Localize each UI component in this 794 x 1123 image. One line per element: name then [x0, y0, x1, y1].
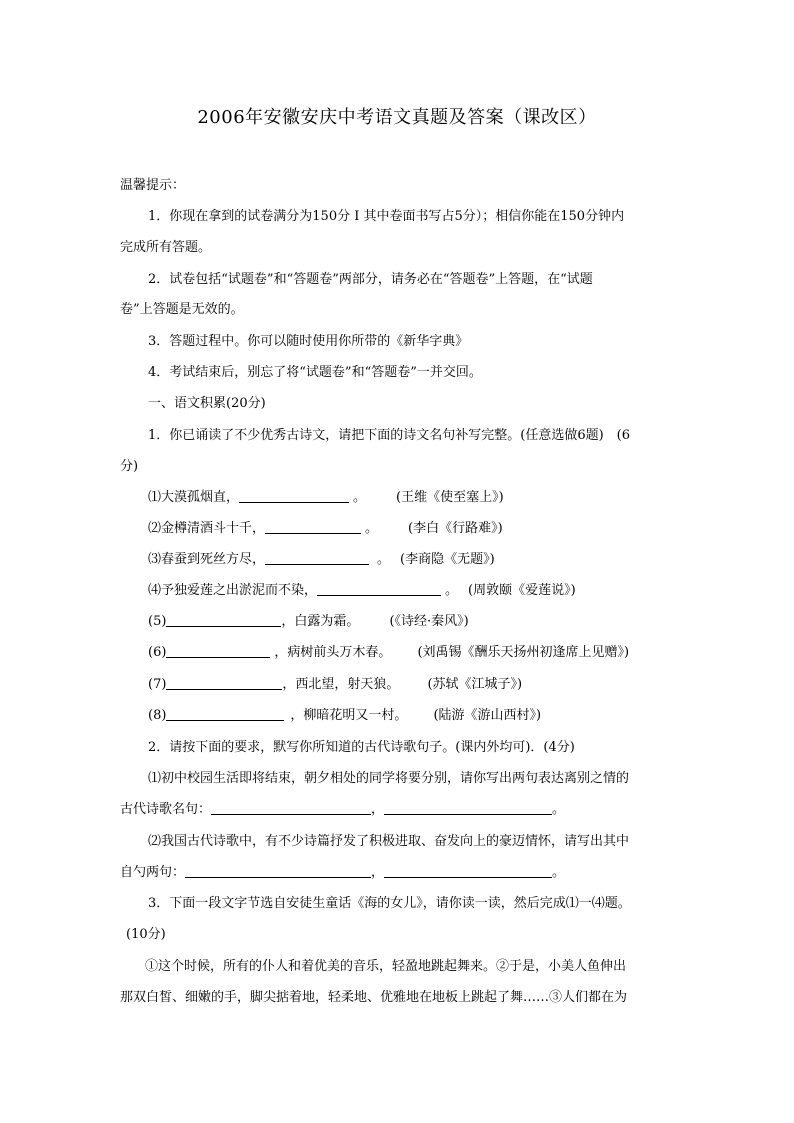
answer-blank[interactable] — [166, 612, 281, 627]
answer-blank[interactable] — [265, 550, 369, 565]
poem-item-suffix: ，白露为霜。 — [281, 614, 360, 629]
passage-line-1: ①这个时候，所有的仆人和着优美的音乐，轻盈地跳起舞来。②于是，小美人鱼伸出 — [145, 959, 627, 974]
poem-item-prefix: (8) — [148, 708, 167, 723]
poem-item-4 — [148, 581, 576, 601]
tip-1-line-1: 1．你现在拿到的试卷满分为150分 I 其中卷面书写占5分）；相信你能在150分钟内 — [148, 209, 625, 224]
poem-item-7 — [148, 675, 522, 695]
poem-item-suffix: 。 — [377, 552, 391, 567]
period: 。 — [552, 865, 566, 880]
answer-blank[interactable] — [166, 706, 284, 721]
poem-item-1 — [148, 488, 504, 508]
question-3-line-2: (10分) — [126, 927, 166, 942]
answer-blank[interactable] — [384, 800, 552, 815]
poem-item-prefix: (6) — [148, 645, 167, 660]
answer-blank[interactable] — [185, 863, 371, 878]
comma: ， — [371, 802, 385, 817]
page-title: 2006年安徽安庆中考语文真题及答案（课改区） — [197, 107, 597, 128]
answer-prompt: 自勺两句： — [120, 865, 186, 880]
question-1-line-2: 分) — [120, 459, 139, 474]
poem-item-source: (王维《使至塞上》) — [396, 490, 504, 505]
poem-item-source: (刘禹锡《酬乐天扬州初逢席上见赠》) — [417, 645, 630, 660]
tip-4: 4．考试结束后，别忘了将“试题卷”和“答题卷”一并交回。 — [148, 365, 482, 380]
poem-item-prefix: (5) — [148, 614, 167, 629]
answer-blank[interactable] — [317, 581, 441, 596]
question-3-line-1: 3．下面一段文字节选自安徒生童话《海的女儿》，请你读一读，然后完成⑴一⑷题。 — [148, 896, 631, 911]
passage-line-2: 那双白皙、细嫩的手，脚尖掂着地，轻柔地、优雅地在地板上跳起了舞……③人们都在为 — [120, 990, 628, 1005]
poem-item-source: (李白《行路难》) — [408, 521, 503, 536]
question-2: 2．请按下面的要求，默写你所知道的古代诗歌句子。(课内外均可)．(4分) — [148, 740, 575, 755]
poem-item-prefix: ⑴大漠孤烟直， — [148, 490, 240, 505]
poem-item-suffix: 。 — [353, 490, 367, 505]
poem-item-suffix: 。 — [445, 583, 459, 598]
poem-item-source: (《诗经·秦风》) — [389, 614, 469, 629]
tips-heading: 温馨提示： — [120, 178, 186, 193]
poem-item-source: (陆游《游山西村》) — [433, 708, 542, 723]
poem-item-5 — [148, 612, 469, 632]
question-1-line-1: 1．你已诵读了不少优秀古诗文，请把下面的诗文名句补写完整。(任意选做6题) (6 — [148, 428, 631, 443]
answer-prompt: 古代诗歌名句： — [120, 802, 212, 817]
question-2-1-line-2 — [120, 800, 565, 820]
poem-item-suffix: 。 — [365, 521, 379, 536]
poem-item-source: (苏轼《江城子》) — [427, 677, 523, 692]
poem-item-6 — [148, 643, 629, 663]
answer-blank[interactable] — [211, 800, 371, 815]
poem-item-suffix: ，西北望，射天狼。 — [282, 677, 400, 692]
question-2-1-line-1: ⑴初中校园生活即将结束，朝夕相处的同学将要分别，请你写出两句表达离别之情的 — [148, 771, 630, 786]
poem-item-source: (李商隐《无题》) — [400, 552, 495, 567]
answer-blank[interactable] — [265, 519, 361, 534]
poem-item-2 — [148, 519, 503, 539]
answer-blank[interactable] — [239, 488, 349, 503]
poem-item-prefix: ⑵金樽清酒斗十千， — [148, 521, 266, 536]
tip-2-line-1: 2．试卷包括“试题卷”和“答题卷”两部分，请务必在“答题卷”上答题，在“试题 — [148, 272, 593, 287]
poem-item-prefix: (7) — [148, 677, 167, 692]
answer-blank[interactable] — [384, 863, 552, 878]
poem-item-prefix: ⑷予独爱莲之出淤泥而不染， — [148, 583, 318, 598]
period: 。 — [552, 802, 566, 817]
question-2-2-line-2 — [120, 863, 565, 883]
poem-item-suffix: ，柳暗花明又一村。 — [290, 708, 408, 723]
question-2-2-line-1: ⑵我国古代诗歌中，有不少诗篇抒发了积极进取、奋发向上的豪迈情怀，请写出其中 — [148, 834, 630, 849]
comma: ， — [371, 865, 385, 880]
answer-blank[interactable] — [166, 675, 282, 690]
poem-item-3 — [148, 550, 495, 570]
answer-blank[interactable] — [166, 643, 270, 658]
section-1-heading: 一、语文积累(20分) — [148, 396, 266, 411]
poem-item-source: (周敦颐《爱莲说》) — [468, 583, 576, 598]
poem-item-suffix: ，病树前头万木春。 — [274, 645, 392, 660]
poem-item-prefix: ⑶春蚕到死丝方尽， — [148, 552, 266, 567]
tip-3: 3．答题过程中。你可以随时使用你所带的《新华字典》 — [148, 334, 469, 349]
tip-1-line-2: 完成所有答题。 — [120, 240, 212, 255]
poem-item-8 — [148, 706, 541, 726]
tip-2-line-2: 卷”上答题是无效的。 — [120, 302, 244, 317]
